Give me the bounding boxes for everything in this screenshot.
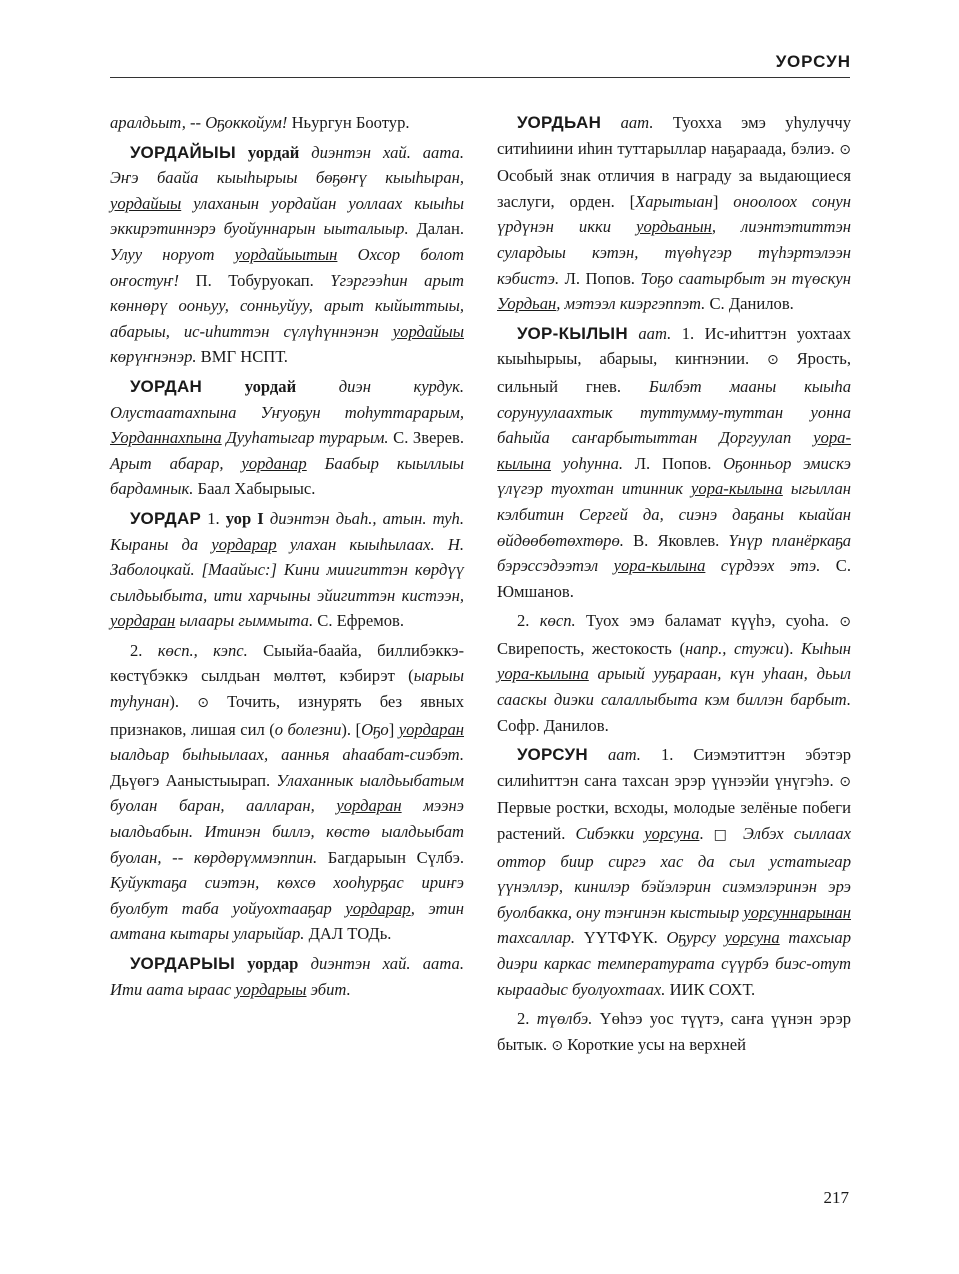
text-run: 2.	[517, 1009, 537, 1029]
page-number: 217	[823, 1188, 849, 1207]
dictionary-entry-paragraph	[497, 1006, 851, 1059]
dictionary-entry-paragraph	[110, 374, 464, 502]
italic-text: Н. Заболоцкай. [Маайыс:]	[110, 534, 464, 580]
italic-text: Охсор болот оҥостуҥ!	[110, 244, 464, 290]
italic-text: о болезни	[274, 719, 342, 739]
italic-text: Арыт абарар,	[110, 453, 242, 473]
example-form: уордайыытын	[234, 244, 338, 264]
text-run: Л. Попов.	[623, 453, 724, 473]
section-symbol-icon: ⊙	[839, 141, 851, 158]
text-run: С. Юмшанов.	[497, 556, 851, 601]
italic-text: эбит.	[306, 979, 351, 999]
headword: УОРДАР	[130, 508, 202, 528]
italic-text: аралдьыт, -- Оҕоккойум!	[110, 113, 288, 132]
italic-text: Улаханнык ыалдьыбатым буолан баран, аалларан,	[110, 770, 464, 816]
running-head: УОРСУН	[775, 52, 851, 71]
italic-text: аат.	[588, 745, 641, 765]
italic-text: көрүҥнэнэр.	[110, 347, 197, 367]
example-form: Уорданнахпына	[110, 428, 222, 448]
dictionary-entry-paragraph	[497, 742, 851, 1002]
text-run: ).	[783, 638, 801, 658]
italic-text: уоһунна.	[551, 453, 624, 473]
dictionary-entry-paragraph	[497, 321, 851, 605]
right-column	[497, 110, 851, 1063]
italic-text: тахсаллар.	[497, 928, 576, 948]
italic-text: диэнтэн хай. аата. Эҥэ баайа кыыһырыы бөҕөҥү кыыһыран,	[110, 142, 464, 188]
text-run: Дьүөгэ Ааныстыырап.	[110, 770, 277, 790]
italic-text: Билбэт мааны кыыһа сорунуулаахтык туттумму-туттан уонна баһыйа саҥарбытыттан Доргуулап	[497, 376, 851, 448]
italic-text: мээнэ ыалдьабын. Итинэн биллэ, көстө ыалдьыбат буолан, -- көрдөрүммэппин.	[110, 796, 464, 867]
text-run: Баал Хабырыыс.	[193, 479, 316, 499]
example-form: уордьанын	[636, 217, 712, 237]
text-run: С. Ефремов.	[313, 611, 404, 631]
italic-text: Кыһын	[800, 638, 852, 658]
example-form: Уордьан	[497, 294, 557, 314]
text-run: 2.	[517, 611, 540, 631]
section-symbol-icon: ⊙	[197, 695, 209, 712]
text-run	[202, 377, 245, 396]
section-symbol-icon: ⊙	[839, 614, 851, 631]
example-form: уордайыы	[392, 321, 464, 341]
source-word: уор I	[225, 508, 264, 528]
text-run: 1.	[201, 508, 226, 528]
italic-text: тахсыар диэри каркас температурата сүүрбэ биэс-отут кыраадыс буолуохтаах.	[497, 928, 851, 999]
example-form: уордаран	[110, 611, 176, 631]
text-run: Первые ростки, всходы, молодые зелёные побеги растений.	[497, 798, 851, 844]
italic-text: улаханын уордайан уоллаах кыыһы эккирэтиннэрэ буойуннарын ыыталыыр.	[110, 193, 464, 239]
text-run: ВМГ НСПТ.	[196, 347, 288, 367]
text-run: ]	[712, 191, 734, 211]
text-run: Л. Попов.	[559, 268, 641, 288]
dictionary-entry-paragraph	[110, 506, 464, 634]
example-form: уорсуна	[724, 928, 780, 948]
italic-text: Тоҕо саатырбыт эн түөскун	[640, 268, 851, 288]
example-form: уора-кылына	[497, 428, 851, 473]
text-run: Багдарыын Сүлбэ.	[317, 847, 464, 867]
italic-text: Баабыр кыыллыы бардамнык.	[110, 453, 465, 499]
italic-text: диэн курдук. Олустаатахпына Уҥуоҕун тоһуттарарым,	[110, 376, 464, 422]
text-run: Особый знак отличия в награду за выдающиеся заслуги, орден. [	[497, 166, 851, 211]
italic-text: ыгыллан кэлбитин Сергей да, сиэнэ даҕаны кыайан өйдөөбөтөхтөрө.	[497, 479, 851, 550]
source-word: уордай	[247, 142, 300, 162]
example-form: уора-кылына	[691, 479, 783, 499]
italic-text: , лиэнтэтиттэн сулардыы кэтэн, түөһүгэр түһэртэлээн кэбистэ.	[497, 217, 851, 288]
text-run: Туох эмэ баламат күүһэ, суоһа.	[575, 611, 840, 631]
text-run: Свирепость, жестокость (	[497, 638, 685, 658]
text-run: Ярость, сильный гнев.	[497, 349, 852, 396]
headword: УОРДАН	[130, 376, 203, 396]
text-run	[235, 954, 247, 973]
italic-text: Харытыан	[635, 191, 713, 211]
example-form: уордарар	[345, 898, 411, 918]
italic-text: аат.	[627, 323, 672, 343]
text-run: Софр. Данилов.	[497, 715, 609, 735]
italic-text: Кини миигиттэн көрдүү сылдьыбыта, ити харчыны эйигиттэн кистээн,	[110, 560, 464, 605]
source-word: уордай	[244, 376, 297, 396]
text-run: С. Данилов.	[705, 294, 794, 314]
italic-text: ылаары гыммыта.	[175, 611, 314, 631]
italic-text: ыалдьар быһыылаах, ааннья аһаабат-сиэбэт.	[110, 745, 464, 765]
italic-text: Үнүр планёркаҕа бэрэссэдээтэл	[497, 530, 851, 576]
example-form: уордайыы	[110, 193, 182, 213]
example-form: уордарыы	[235, 979, 307, 999]
text-run: Үөһээ уос түүтэ, саҥа үүнэн эрэр бытык.	[497, 1009, 851, 1054]
italic-text: Сибэкки	[575, 824, 645, 844]
text-run: В. Яковлев.	[623, 530, 729, 550]
dictionary-entry-paragraph	[110, 140, 464, 370]
text-run: С. Зверев.	[388, 428, 464, 448]
source-word: уордар	[247, 954, 299, 973]
text-run: ДАЛ ТОДь.	[304, 924, 392, 944]
example-form: уора-кылына	[613, 556, 706, 576]
text-run: ИИК СОХТ.	[665, 979, 756, 999]
text-run: П. Тобуруокап.	[179, 270, 331, 290]
text-run: Сыыйа-баайа, биллибэккэ-көстүбэккэ сылдьан мөлтөт, кэбирэт (	[110, 640, 464, 686]
italic-text: Улуу норуот	[110, 244, 235, 264]
italic-text: түөлбэ.	[536, 1009, 593, 1029]
text-run	[236, 143, 248, 162]
text-run: Точить, изнурять без явных признаков, лишая сил (	[110, 692, 465, 739]
italic-text: , мэтээл киэргэппэт.	[556, 294, 706, 314]
section-symbol-icon: ⊙	[839, 773, 851, 790]
italic-text: диэнтэн хай. аата. Ити аата ыраас	[110, 954, 464, 999]
left-column	[110, 110, 464, 1006]
section-symbol-icon: □	[713, 827, 733, 844]
italic-text: Оҕурсу	[666, 928, 725, 948]
text-run: Ньургун Боотур.	[287, 113, 410, 132]
example-form: уордаран	[398, 719, 464, 739]
headword: УОР-КЫЛЫН	[517, 323, 628, 343]
italic-text: Оҕонньор эмискэ үлүгэр туохтан итинник	[497, 453, 851, 499]
italic-text: Үгэргээһин арыт көннөрү ооньуу, сонньуйуу, арыт кыйыттыы, абарыы, ис-иһиттэн сүлүһүннэнэн	[110, 270, 464, 341]
italic-text: көсп.	[539, 611, 576, 631]
italic-text: оноолоох сонун үрдүнэн икки	[497, 191, 851, 237]
example-form: уорсуна	[644, 824, 700, 844]
example-form: уора-кылына	[497, 664, 589, 684]
headword: УОРДАЙЫЫ	[130, 142, 236, 162]
text-run: 2.	[130, 640, 158, 660]
italic-text: улахан кыыһылаах.	[276, 534, 435, 554]
text-run: .	[699, 824, 714, 844]
section-symbol-icon: ⊙	[767, 352, 779, 369]
header-rule	[110, 77, 850, 78]
headword: УОРСУН	[517, 745, 588, 765]
italic-text: Оҕо	[361, 719, 389, 739]
italic-text: Куйуктаҕа сиэтэн, көхсө хооһурҕас ириҥэ буолбут таба уойуохтааҕар	[110, 873, 464, 918]
text-run: ). [	[341, 719, 362, 739]
example-form: уордаран	[336, 796, 402, 816]
italic-text: диэнтэн дьаһ., атын. туһ. Кыраны да	[110, 508, 465, 554]
italic-text: арыый ууҕараан, күн уһаан, дьыл сааскы диэки салаллыбыта кэм биллэн барбыт.	[497, 664, 851, 710]
text-run: 1. Сиэмэтиттэн эбэтэр силиһиттэн саҥа тахсан эрэр үүнээйи үнүгэһэ.	[497, 745, 852, 790]
text-run: ]	[388, 719, 399, 739]
dictionary-entry-paragraph	[110, 110, 464, 136]
headword: УОРДЬАН	[517, 113, 602, 132]
text-run: ).	[169, 692, 198, 712]
dictionary-entry-paragraph	[497, 608, 851, 738]
italic-text: Элбэх сыллаах оттор биир сиргэ хас да сыл устатыгар үүнэллэр, кинилэр бэйэлэрин сиэмэлэринэн эрэ буолбакка, ону тэҥинэн кыстыыр	[497, 824, 852, 922]
italic-text: ыарыы туһунан	[110, 666, 464, 712]
italic-text: көсп., кэпс.	[157, 640, 248, 660]
dictionary-entry-paragraph	[110, 951, 464, 1002]
italic-text: Дууһатыгар турарым.	[221, 428, 389, 448]
italic-text: сүрдээх этэ.	[705, 556, 821, 576]
text-run: Короткие усы на верхней	[563, 1034, 747, 1054]
dictionary-entry-paragraph	[497, 110, 851, 317]
text-run: ҮҮТФҮК.	[575, 928, 667, 948]
example-form: уорданар	[241, 453, 307, 473]
italic-text: напр., стужи	[685, 638, 784, 658]
text-run: Туохха эмэ уһулуччу ситиһиини иһин туттарыллар наҕараада, бэлиэ.	[497, 113, 851, 158]
dictionary-entry-paragraph	[110, 638, 464, 947]
example-form: уордарар	[211, 534, 277, 554]
text-run: 1. Ис-иһиттэн уохтаах кыыһырыы, абарыы, киҥнэнии.	[497, 323, 852, 369]
italic-text: аат.	[601, 113, 654, 132]
italic-text: , этин амтана кытары уларыйар.	[110, 898, 464, 944]
headword: УОРДАРЫЫ	[130, 954, 236, 973]
text-run: Далан.	[408, 219, 464, 239]
section-symbol-icon: ⊙	[551, 1037, 564, 1054]
example-form: уорсуннарынан	[743, 902, 851, 922]
